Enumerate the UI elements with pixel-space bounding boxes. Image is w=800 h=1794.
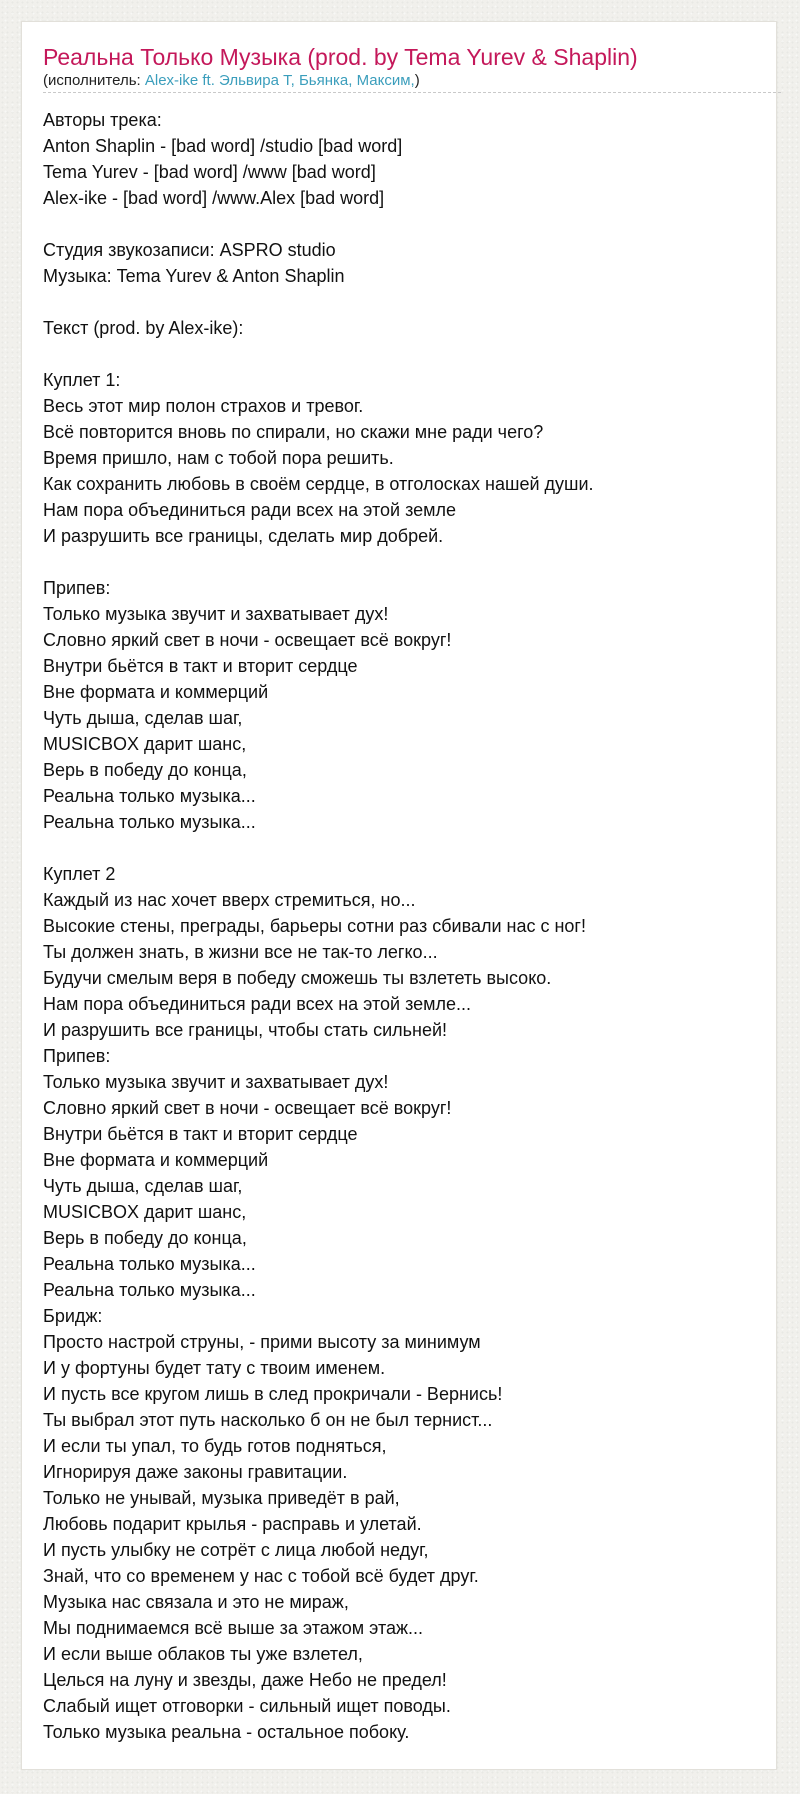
lyrics-blank-line [43, 549, 763, 575]
lyrics-line: Студия звукозаписи: ASPRO studio [43, 240, 336, 260]
lyrics-line: Внутри бьётся в такт и вторит сердце [43, 1124, 358, 1144]
lyrics-line: Anton Shaplin - [bad word] /studio [bad word] [43, 136, 403, 156]
lyrics-line: Просто настрой струны, - прими высоту за минимум [43, 1332, 481, 1352]
lyrics-line: Только не унывай, музыка приведёт в рай, [43, 1488, 400, 1508]
lyrics-line: Весь этот мир полон страхов и тревог. [43, 396, 364, 416]
lyrics-line: Верь в победу до конца, [43, 1228, 247, 1248]
lyrics-line: Припев: [43, 1046, 111, 1066]
lyrics-line: Только музыка реальна - остальное побоку. [43, 1722, 410, 1742]
lyrics-line: Реальна только музыка... [43, 1254, 256, 1274]
lyrics-line: Реальна только музыка... [43, 812, 256, 832]
lyrics-line: Словно яркий свет в ночи - освещает всё вокруг! [43, 1098, 452, 1118]
lyrics-line: Высокие стены, преграды, барьеры сотни раз сбивали нас с ног! [43, 916, 586, 936]
lyrics-line: Как сохранить любовь в своём сердце, в отголосках нашей души. [43, 474, 594, 494]
song-title: Реальна Только Музыка (prod. by Tema Yurev & Shaplin) [43, 44, 638, 70]
lyrics-line: Припев: [43, 578, 111, 598]
lyrics-line: И если ты упал, то будь готов подняться, [43, 1436, 387, 1456]
lyrics-line: Всё повторится вновь по спирали, но скажи мне ради чего? [43, 422, 544, 442]
lyrics-line: Авторы трека: [43, 110, 162, 130]
lyrics-line: Бридж: [43, 1306, 103, 1326]
lyrics-line: Музыка нас связала и это не мираж, [43, 1592, 349, 1612]
lyrics-line: Только музыка звучит и захватывает дух! [43, 1072, 389, 1092]
lyrics-line: Куплет 1: [43, 370, 121, 390]
lyrics-line: Нам пора объединиться ради всех на этой земле... [43, 994, 472, 1014]
lyrics-blank-line [43, 835, 763, 861]
lyrics-line: MUSICBOX дарит шанс, [43, 734, 247, 754]
song-header [43, 42, 781, 93]
lyrics-line: Реальна только музыка... [43, 786, 256, 806]
lyrics-line: Нам пора объединиться ради всех на этой земле [43, 500, 457, 520]
lyrics-line: Мы поднимаемся всё выше за этажом этаж... [43, 1618, 424, 1638]
lyrics-text [43, 107, 763, 1745]
lyrics-line: Текст (prod. by Alex-ike): [43, 318, 244, 338]
lyrics-line: И разрушить все границы, чтобы стать сильней! [43, 1020, 448, 1040]
lyrics-line: Чуть дыша, сделав шаг, [43, 708, 243, 728]
lyrics-line: Alex-ike - [bad word] /www.Alex [bad word] [43, 188, 385, 208]
performer-link[interactable]: Alex-ike ft. Эльвира Т, Бьянка, Максим, [144, 72, 415, 89]
lyrics-line: Чуть дыша, сделав шаг, [43, 1176, 243, 1196]
performer-prefix: (исполнитель: [43, 72, 145, 89]
performer-suffix: ) [414, 72, 420, 89]
lyrics-line: Игнорируя даже законы гравитации. [43, 1462, 348, 1482]
lyrics-line: И пусть улыбку не сотрёт с лица любой недуг, [43, 1540, 429, 1560]
lyrics-line: Целься на луну и звезды, даже Небо не предел! [43, 1670, 447, 1690]
lyrics-line: Слабый ищет отговорки - сильный ищет поводы. [43, 1696, 451, 1716]
lyrics-line: Реальна только музыка... [43, 1280, 256, 1300]
lyrics-line: Каждый из нас хочет вверх стремиться, но... [43, 890, 416, 910]
performer-line [43, 72, 781, 89]
lyrics-line: И пусть все кругом лишь в след прокричали - Вернись! [43, 1384, 503, 1404]
lyrics-line: И разрушить все границы, сделать мир добрей. [43, 526, 444, 546]
lyrics-blank-line [43, 341, 763, 367]
lyrics-line: Любовь подарит крылья - расправь и улетай. [43, 1514, 422, 1534]
lyrics-blank-line [43, 211, 763, 237]
lyrics-line: Словно яркий свет в ночи - освещает всё вокруг! [43, 630, 452, 650]
lyrics-card [21, 21, 777, 1770]
lyrics-line: MUSICBOX дарит шанс, [43, 1202, 247, 1222]
lyrics-line: Время пришло, нам с тобой пора решить. [43, 448, 394, 468]
lyrics-line: Куплет 2 [43, 864, 116, 884]
lyrics-line: Внутри бьётся в такт и вторит сердце [43, 656, 358, 676]
lyrics-line: Tema Yurev - [bad word] /www [bad word] [43, 162, 376, 182]
lyrics-line: Вне формата и коммерций [43, 682, 269, 702]
lyrics-line: Верь в победу до конца, [43, 760, 247, 780]
lyrics-line: Будучи смелым веря в победу сможешь ты взлететь высоко. [43, 968, 552, 988]
lyrics-line: Только музыка звучит и захватывает дух! [43, 604, 389, 624]
lyrics-line: Музыка: Tema Yurev & Anton Shaplin [43, 266, 345, 286]
lyrics-line: Ты выбрал этот путь насколько б он не был тернист... [43, 1410, 493, 1430]
lyrics-line: И если выше облаков ты уже взлетел, [43, 1644, 363, 1664]
lyrics-line: Ты должен знать, в жизни все не так-то легко... [43, 942, 438, 962]
lyrics-blank-line [43, 289, 763, 315]
lyrics-line: И у фортуны будет тату с твоим именем. [43, 1358, 386, 1378]
lyrics-line: Знай, что со временем у нас с тобой всё будет друг. [43, 1566, 479, 1586]
lyrics-line: Вне формата и коммерций [43, 1150, 269, 1170]
